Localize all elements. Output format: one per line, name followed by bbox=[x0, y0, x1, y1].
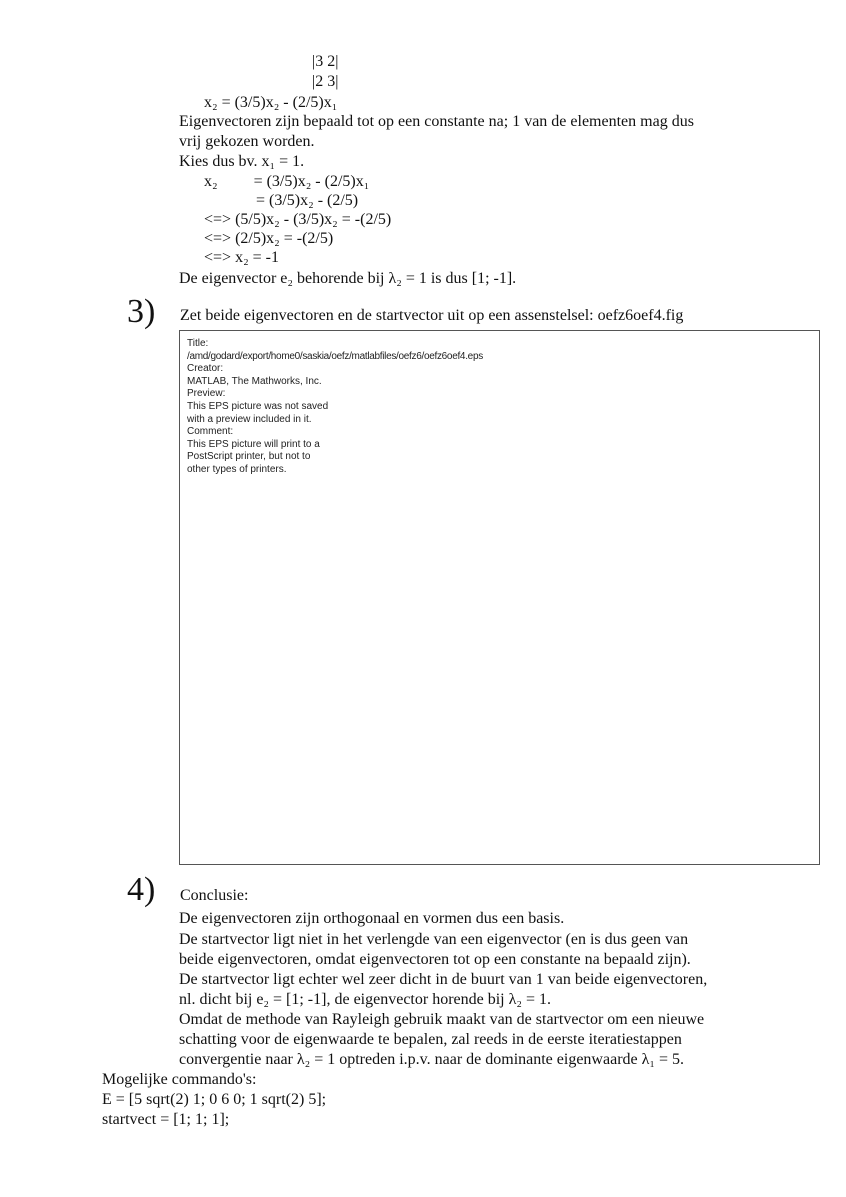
conclusion-line: schatting voor de eigenwaarde te bepalen, zal reeds in de eerste iteratiestappen bbox=[179, 1031, 682, 1048]
eps-placeholder-text bbox=[187, 338, 483, 477]
derivation-line: <=> (2/5)x₂ = -(2/5) bbox=[204, 230, 334, 247]
derivation-line: <=> (5/5)x₂ - (3/5)x₂ = -(2/5) bbox=[204, 211, 392, 228]
conclusion-line: Omdat de methode van Rayleigh gebruik maakt van de startvector om een nieuwe bbox=[179, 1011, 705, 1028]
eps-line: This EPS picture was not saved bbox=[187, 400, 329, 412]
section-4-heading: Conclusie: bbox=[180, 887, 249, 904]
equation-top: x₂ = (3/5)x₂ - (2/5)x₁ bbox=[204, 94, 338, 111]
derivation-line: = (3/5)x₂ - (2/5) bbox=[204, 192, 359, 209]
paragraph-line: vrij gekozen worden. bbox=[179, 133, 315, 150]
section-number-4: 4) bbox=[127, 871, 156, 908]
conclusion-line: De startvector ligt echter wel zeer dicht in de buurt van 1 van beide eigenvectoren, bbox=[179, 971, 708, 988]
section-3-text: Zet beide eigenvectoren en de startvector uit op een assenstelsel: oefz6oef4.fig bbox=[180, 307, 684, 324]
derivation-line: x₂ = (3/5)x₂ - (2/5)x₁ bbox=[204, 173, 370, 190]
eps-line: other types of printers. bbox=[187, 463, 287, 475]
eps-figure-frame bbox=[179, 330, 820, 865]
conclusion-line: De eigenvectoren zijn orthogonaal en vormen dus een basis. bbox=[179, 910, 565, 927]
conclusion-line: nl. dicht bij e₂ = [1; -1], de eigenvector horende bij λ₂ = 1. bbox=[179, 991, 551, 1008]
section-number-3: 3) bbox=[127, 293, 156, 330]
eps-line: Title: bbox=[187, 338, 209, 349]
conclusion-line: De startvector ligt niet in het verlengde van een eigenvector (en is dus geen van bbox=[179, 931, 689, 948]
commands-heading: Mogelijke commando's: bbox=[102, 1071, 257, 1088]
conclusion-line: convergentie naar λ₂ = 1 optreden i.p.v. naar de dominante eigenwaarde λ₁ = 5. bbox=[179, 1051, 684, 1068]
eigenvector-result: De eigenvector e₂ behorende bij λ₂ = 1 is dus [1; -1]. bbox=[179, 270, 517, 287]
command-line: E = [5 sqrt(2) 1; 0 6 0; 1 sqrt(2) 5]; bbox=[102, 1091, 327, 1108]
paragraph-line: Eigenvectoren zijn bepaald tot op een constante na; 1 van de elementen mag dus bbox=[179, 113, 694, 130]
matrix-row-1: |3 2| bbox=[312, 53, 339, 70]
eps-line: Preview: bbox=[187, 388, 226, 400]
choose-line: Kies dus bv. x₁ = 1. bbox=[179, 153, 305, 170]
eps-line: PostScript printer, but not to bbox=[187, 451, 311, 463]
eps-line: Comment: bbox=[187, 426, 234, 438]
conclusion-line: beide eigenvectoren, omdat eigenvectoren tot op een constante na bepaald zijn). bbox=[179, 951, 691, 968]
eps-line: Creator: bbox=[187, 363, 224, 375]
eps-line: This EPS picture will print to a bbox=[187, 438, 320, 450]
eps-line: /amd/godard/export/home0/saskia/oefz/matlabfiles/oefz6/oefz6oef4.eps bbox=[187, 350, 483, 362]
eps-line: with a preview included in it. bbox=[187, 413, 312, 425]
command-line: startvect = [1; 1; 1]; bbox=[102, 1111, 230, 1128]
eps-line: MATLAB, The Mathworks, Inc. bbox=[187, 375, 322, 387]
derivation-line: <=> x₂ = -1 bbox=[204, 249, 279, 266]
matrix-row-2: |2 3| bbox=[312, 73, 339, 90]
